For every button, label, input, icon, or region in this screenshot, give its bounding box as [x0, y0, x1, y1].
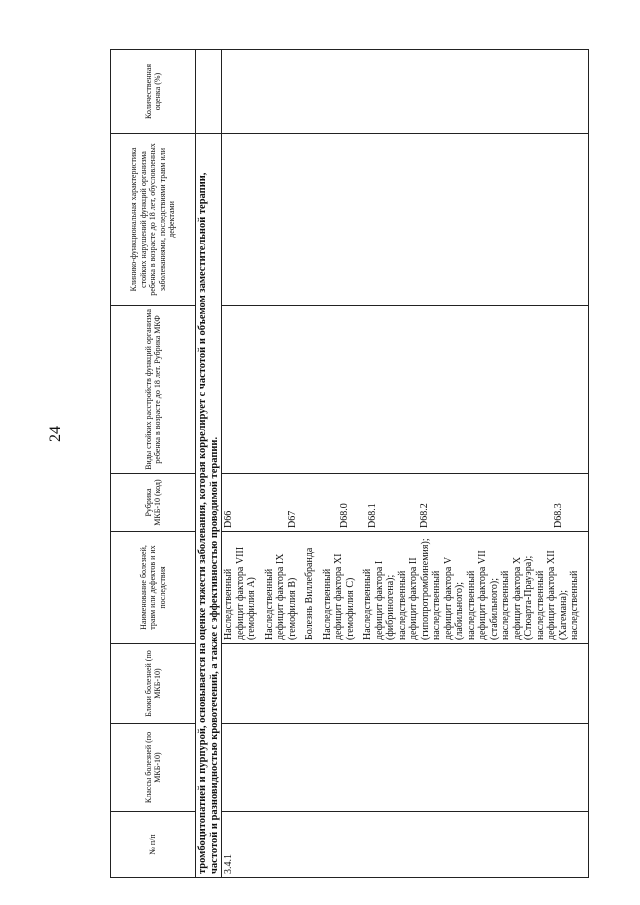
- row-clinical-description: [222, 134, 589, 306]
- header-quantitative-assessment: Количественная оценка (%): [111, 50, 196, 134]
- row-disease-names: [222, 532, 589, 644]
- icd-code-item: D66: [223, 510, 234, 528]
- disability-criteria-table: [110, 49, 589, 878]
- intro-empty-cell: [196, 50, 222, 134]
- row-disorder-types: [222, 306, 589, 474]
- icd-code-item: D68.3: [553, 503, 564, 528]
- intro-row: [196, 50, 222, 878]
- header-disease-class: Классы болезней (по МКБ-10): [111, 724, 196, 812]
- row-disease-class: [222, 724, 589, 812]
- table-header-row: [111, 50, 196, 878]
- disease-name-item: Наследственный дефицит фактора I (фибриногена); наследственный дефицит фактора II (гипопротромбинемия); наследственный дефицит фактора V (лабильного); наследственный дефицит фактора VII (стабильного); наследственный дефицит фактора X (Стюарта-Прауэра); наследственный дефицит фактора XII (Хагемана); наследственный: [362, 538, 580, 640]
- row-number: 3.4.1: [222, 812, 589, 878]
- intro-text: тромбоцитопатией и пурпурой, основывается на оценке тяжести заболевания, которая коррелирует с частотой и объемом заместительной терапии, частотой и разновидностью кровотечений, а также с эффективностью проводимой терапии.: [196, 134, 222, 878]
- rotated-table-sheet: [110, 50, 580, 878]
- icd-code-item: D68.0: [339, 503, 350, 528]
- header-disease-name: Наименование болезней, травм или дефектов и их последствия: [111, 532, 196, 644]
- icd-code-item: D68.2: [419, 503, 430, 528]
- row-icd-codes: [222, 474, 589, 532]
- disease-name-item: Наследственный дефицит фактора IX (гемофилия В): [263, 553, 298, 640]
- header-disease-block: Блоки болезней (по МКБ-10): [111, 644, 196, 724]
- header-icd-code: Рубрика МКБ-10 (код): [111, 474, 196, 532]
- disease-name-item: Болезнь Виллебранда: [304, 547, 315, 640]
- disease-name-item: Наследственный дефицит фактора VIII (гемофилия А): [223, 546, 257, 640]
- header-number: № п/п: [111, 812, 196, 878]
- icd-code-item: D67: [287, 510, 298, 528]
- row-quantitative-assessment: [222, 50, 589, 134]
- page-number: 24: [47, 426, 64, 442]
- icd-code-item: D68.1: [367, 503, 378, 528]
- disease-name-item: Наследственный дефицит фактора XI (гемофилия С): [321, 553, 356, 640]
- table-row: [222, 50, 589, 878]
- row-disease-block: [222, 644, 589, 724]
- header-clinical-description: Клинико-функциональная характеристика стойких нарушений функций организма ребенка в возрасте до 18 лет, обусловленных заболеваниями, последствиями травм или дефектами: [111, 134, 196, 306]
- header-disorder-types: Виды стойких расстройств функций организма ребенка в возрасте до 18 лет. Рубрика МКФ: [111, 306, 196, 474]
